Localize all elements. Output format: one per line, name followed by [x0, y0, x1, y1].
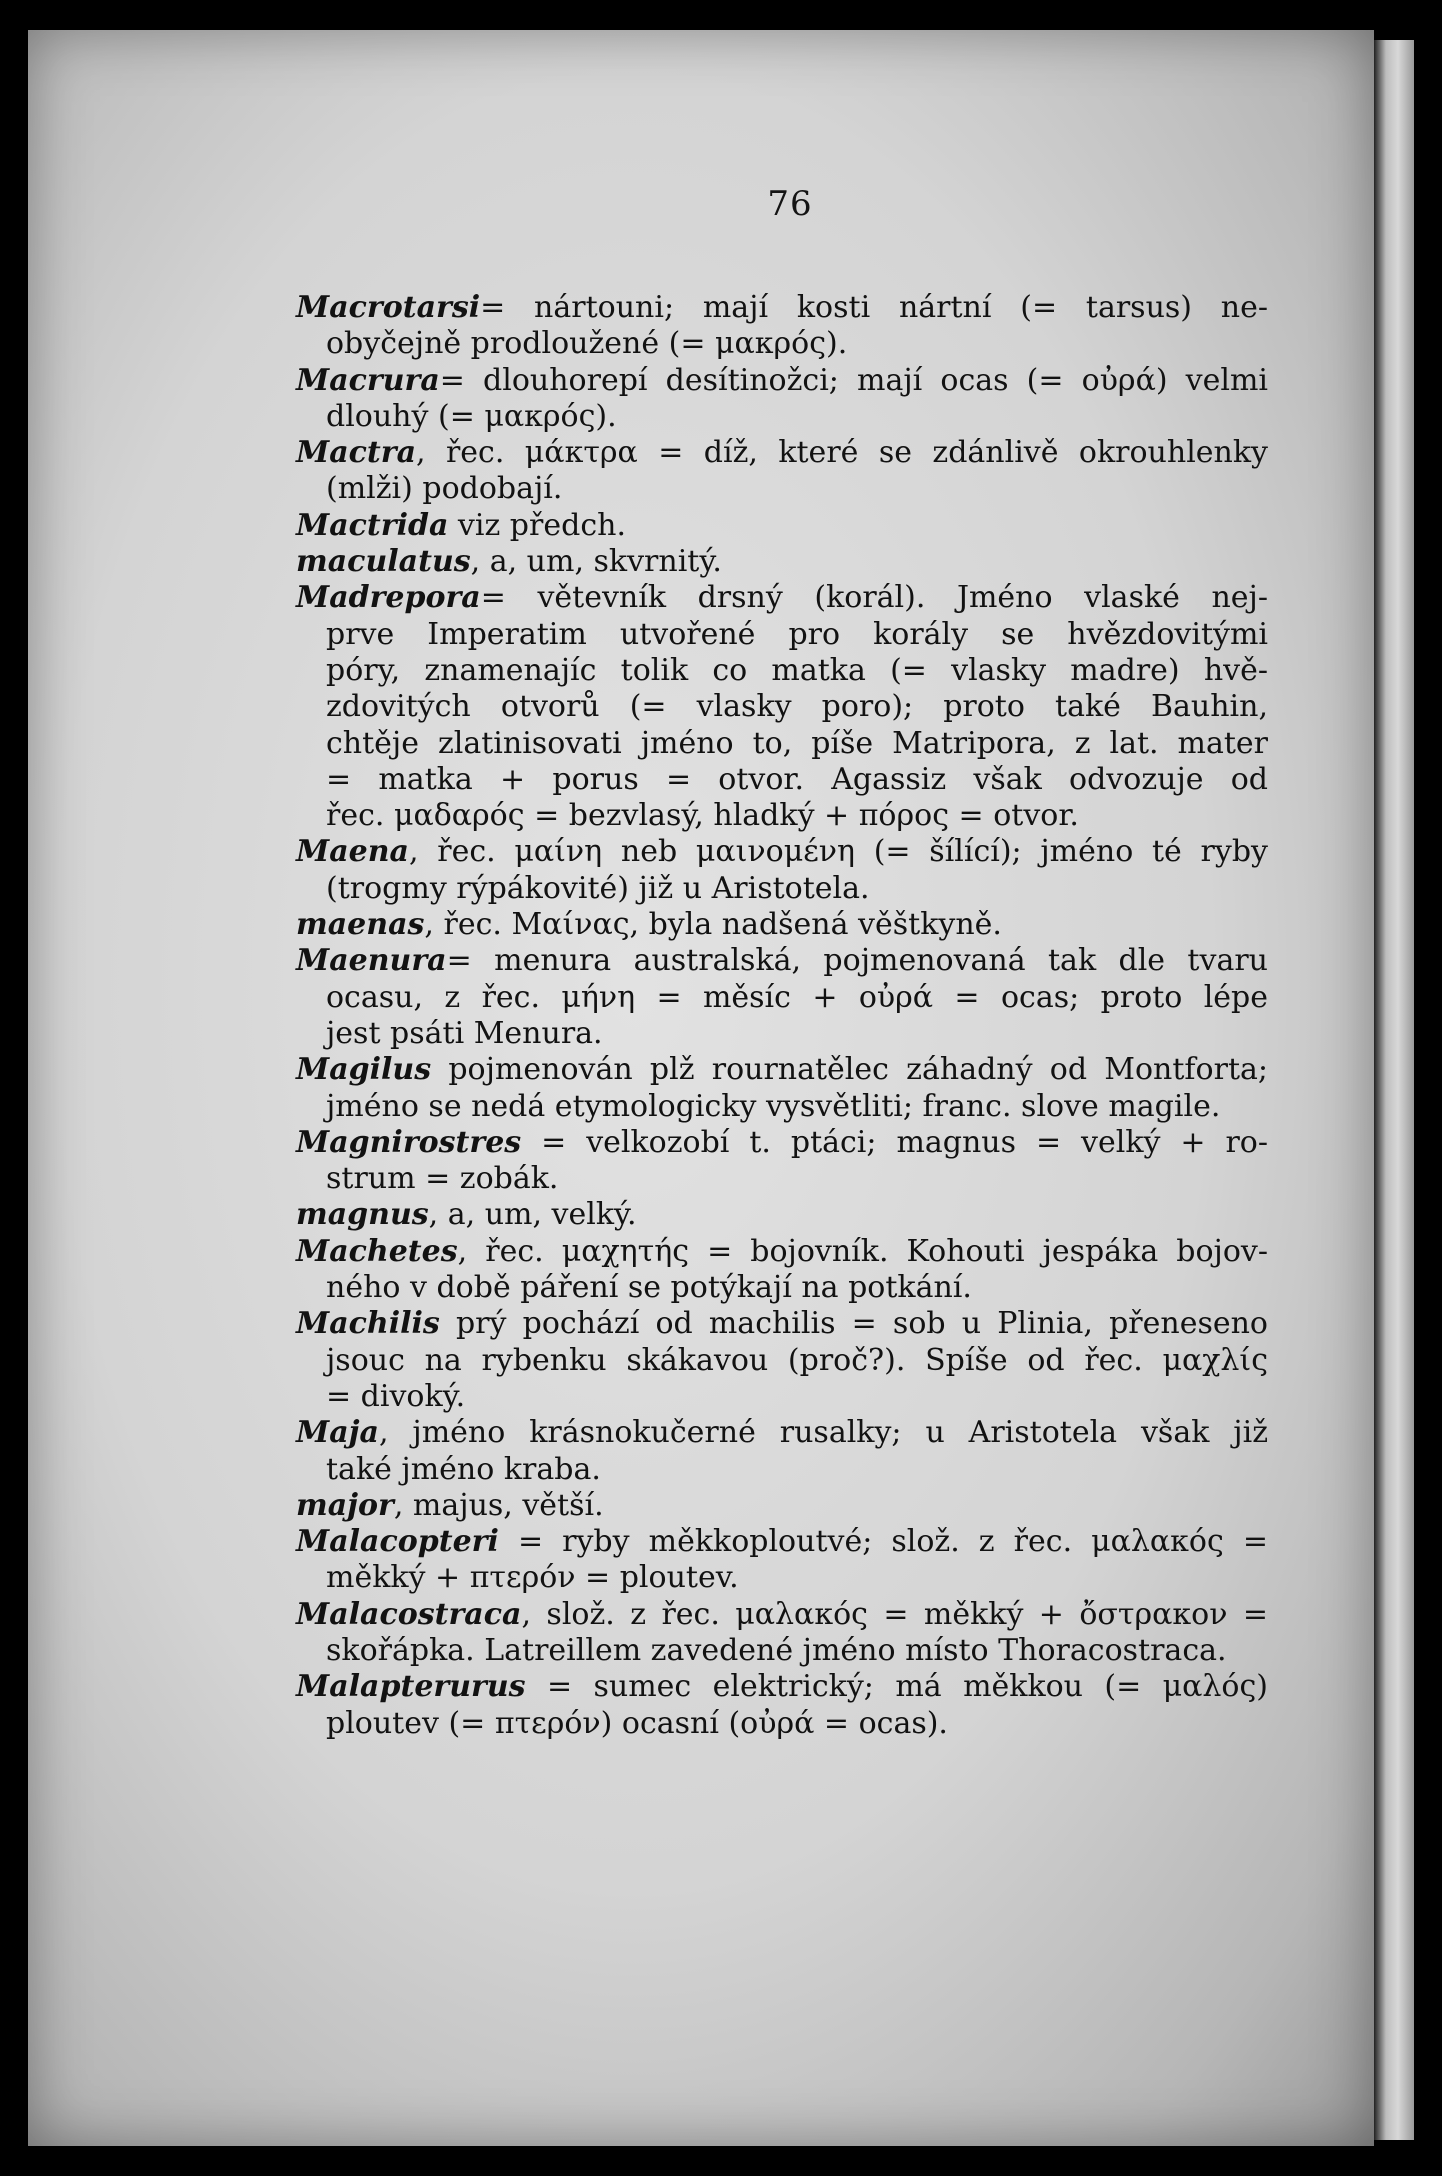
entry-text: (mlži) podobají. — [326, 471, 563, 507]
entry-term: Mactrida — [296, 507, 449, 543]
next-page-edge — [1374, 40, 1414, 2140]
entry-macrotarsi — [296, 290, 1268, 363]
entry-text: , a, um, velký. — [428, 1197, 637, 1233]
entry-text: ného v době páření se potýkají na potkání. — [326, 1270, 972, 1306]
entry-text: , slož. z řec. μαλακός = měkký + ὄστρακον = — [521, 1596, 1268, 1632]
entry-text: = sumec elektrický; má měkkou (= μαλός) — [525, 1669, 1268, 1705]
entry-major — [296, 1488, 1268, 1524]
entry-text: = větevník drsný (korál). Jméno vlaské nej- — [480, 580, 1268, 616]
entry-term: maculatus — [296, 544, 471, 580]
entry-text: dlouhý (= μακρός). — [326, 398, 617, 434]
entry-madrepora — [296, 580, 1268, 834]
entry-text: jméno se nedá etymologicky vysvětliti; franc. slove magile. — [326, 1088, 1221, 1124]
entry-text: , řec. μαίνη neb μαινομένη (= šílící); jméno té ryby — [408, 834, 1268, 870]
entry-magnus — [296, 1197, 1268, 1233]
entry-magnirostres — [296, 1125, 1268, 1198]
entry-text: ocasu, z řec. μήνη = měsíc + οὐρά = ocas; proto lépe — [326, 979, 1268, 1015]
entry-text: = matka + porus = otvor. Agassiz však odvozuje od — [326, 761, 1268, 797]
entry-term: magnus — [296, 1197, 429, 1233]
entry-text: prve Imperatim utvořené pro korály se hvězdovitými — [326, 616, 1268, 652]
entry-text: , majus, větší. — [393, 1487, 604, 1523]
entry-text: obyčejně prodloužené (= μακρός). — [326, 326, 848, 362]
entry-mactrida — [296, 508, 1268, 544]
glossary-entries — [296, 290, 1268, 1742]
entry-text: , řec. μάκτρα = díž, které se zdánlivě okrouhlenky — [416, 435, 1268, 471]
entry-text: = menura australská, pojmenovaná tak dle tvaru — [446, 943, 1268, 979]
page-number: 76 — [767, 184, 813, 224]
entry-maena — [296, 834, 1268, 907]
entry-text: jsouc na rybenku skákavou (proč?). Spíše od řec. μαχλίς — [326, 1342, 1268, 1378]
entry-term: Maena — [296, 834, 409, 870]
entry-term: Magilus — [296, 1052, 432, 1088]
entry-machilis — [296, 1306, 1268, 1415]
entry-malacostraca — [296, 1597, 1268, 1670]
entry-text: , řec. Μαίνας, byla nadšená věštkyně. — [424, 907, 1002, 943]
entry-text: ploutev (= πτερόν) ocasní (οὐρά = ocas). — [326, 1705, 948, 1741]
entry-text: = nártouni; mají kosti nártní (= tarsus) ne- — [480, 290, 1268, 325]
entry-term: Maenura — [296, 943, 447, 979]
entry-term: major — [296, 1487, 394, 1523]
entry-text: řec. μαδαρός = bezvlasý, hladký + πόρος = otvor. — [326, 798, 1079, 834]
entry-text: pojmenován plž rournatělec záhadný od Montforta; — [431, 1052, 1268, 1088]
entry-text: viz předch. — [448, 507, 626, 543]
entry-term: Maja — [296, 1415, 379, 1451]
entry-malacopteri — [296, 1524, 1268, 1597]
entry-machetes — [296, 1234, 1268, 1307]
entry-text: také jméno kraba. — [326, 1451, 601, 1487]
entry-text: jest psáti Menura. — [326, 1015, 603, 1051]
entry-text: měkký + πτερόν = ploutev. — [326, 1560, 739, 1596]
entry-term: Malapterurus — [296, 1669, 526, 1705]
entry-term: Mactra — [296, 435, 417, 471]
entry-term: Magnirostres — [296, 1124, 522, 1160]
entry-malapterurus — [296, 1669, 1268, 1742]
entry-mactra — [296, 435, 1268, 508]
entry-text: = dlouhorepí desítinožci; mají ocas (= οὐρά) velmi — [439, 362, 1268, 398]
entry-term: Madrepora — [296, 580, 481, 616]
entry-text: (trogmy rýpákovité) již u Aristotela. — [326, 870, 870, 906]
entry-text: strum = zobák. — [326, 1161, 559, 1197]
entry-term: Malacostraca — [296, 1596, 522, 1632]
entry-macrura — [296, 363, 1268, 436]
entry-magilus — [296, 1052, 1268, 1125]
entry-text: , jméno krásnokučerné rusalky; u Aristotela však již — [378, 1415, 1268, 1451]
entry-term: Macrura — [296, 362, 440, 398]
entry-text: = ryby měkkoploutvé; slož. z řec. μαλακός = — [498, 1524, 1268, 1560]
entry-maenas — [296, 907, 1268, 943]
entry-text: = velkozobí t. ptáci; magnus = velký + ro- — [521, 1124, 1268, 1160]
entry-maja — [296, 1415, 1268, 1488]
entry-maenura — [296, 943, 1268, 1052]
entry-text: , řec. μαχητής = bojovník. Kohouti jespáka bojov- — [457, 1233, 1268, 1269]
entry-text: , a, um, skvrnitý. — [470, 544, 722, 580]
entry-term: Macrotarsi — [296, 290, 481, 325]
entry-term: maenas — [296, 907, 425, 943]
entry-text: prý pochází od machilis = sob u Plinia, přeneseno — [439, 1306, 1268, 1342]
entry-text: = divoký. — [326, 1378, 466, 1414]
entry-term: Malacopteri — [296, 1524, 499, 1560]
entry-text: zdovitých otvorů (= vlasky poro); proto také Bauhin, — [326, 689, 1268, 725]
entry-text: póry, znamenajíc tolik co matka (= vlasky madre) hvě- — [326, 652, 1268, 688]
entry-term: Machilis — [296, 1306, 440, 1342]
entry-text: skořápka. Latreillem zavedené jméno místo Thoracostraca. — [326, 1632, 1227, 1668]
entry-text: chtěje zlatinisovati jméno to, píše Matripora, z lat. mater — [326, 725, 1268, 761]
entry-maculatus — [296, 544, 1268, 580]
entry-term: Machetes — [296, 1233, 458, 1269]
